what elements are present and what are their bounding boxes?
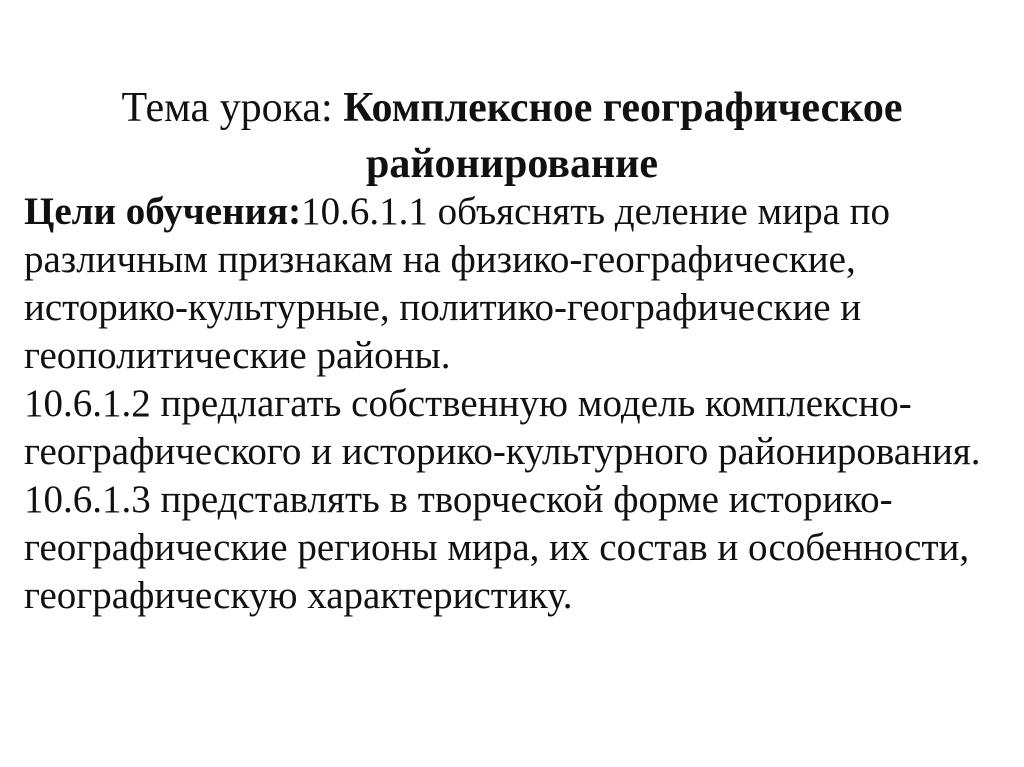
- learning-goals: [24, 188, 1004, 620]
- goal-item-1: 10.6.1.1 объяснять деление мира по различным признакам на физико-географические, историко-культурные, политико-географические и геополитические районы.: [24, 190, 890, 377]
- lesson-topic-line-2: районирование: [366, 141, 658, 187]
- goal-item-3: 10.6.1.3 представлять в творческой форме историко-географические регионы мира, их состав и особенности, географическую характеристику.: [24, 478, 970, 617]
- goals-label: Цели обучения:: [24, 190, 302, 233]
- lesson-title: [40, 80, 984, 192]
- goal-1-paragraph: [24, 188, 1004, 380]
- lesson-title-prefix: Тема урока:: [121, 85, 344, 131]
- goal-item-2: 10.6.1.2 предлагать собственную модель комплексно-географического и историко-культурного районирования.: [24, 382, 981, 473]
- lesson-topic-line-1: Комплексное географическое: [343, 85, 903, 131]
